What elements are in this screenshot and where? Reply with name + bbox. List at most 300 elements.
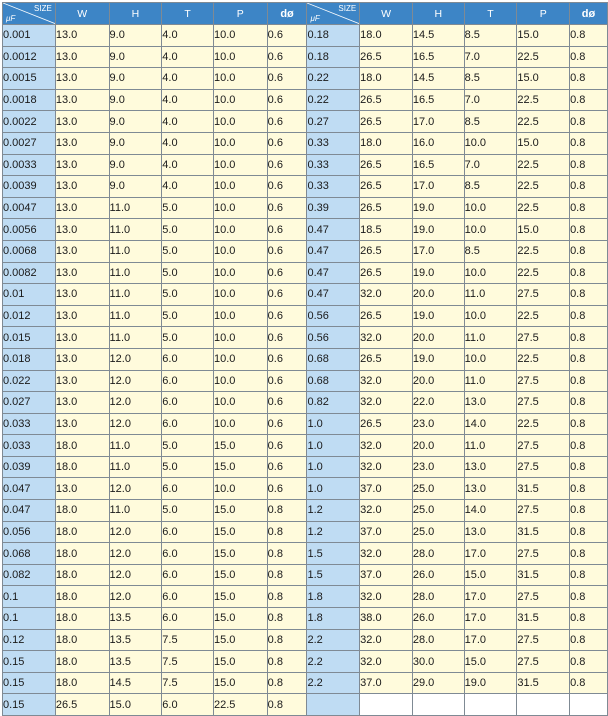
dimension-cell-h: 22.0 xyxy=(412,392,464,414)
dimension-cell-d: 0.6 xyxy=(267,176,307,198)
dimension-cell-h: 29.0 xyxy=(412,672,464,694)
dimension-cell-t: 10.0 xyxy=(464,132,517,154)
dimension-cell-t: 17.0 xyxy=(464,543,517,565)
capacitance-cell: 1.0 xyxy=(307,435,360,457)
table-row xyxy=(3,197,608,219)
dimension-cell-d: 0.8 xyxy=(267,629,307,651)
dimension-cell-w: 26.5 xyxy=(360,240,413,262)
dimension-cell-h: 11.0 xyxy=(109,305,162,327)
dimension-cell-d: 0.8 xyxy=(570,284,608,306)
dimension-cell-d: 0.8 xyxy=(570,413,608,435)
dimension-cell-w: 18.0 xyxy=(360,132,413,154)
dimension-cell-w: 18.0 xyxy=(55,608,109,630)
dimension-cell-h: 9.0 xyxy=(109,111,162,133)
table-row xyxy=(3,327,608,349)
dimension-cell-w: 13.0 xyxy=(55,284,109,306)
dimension-cell-w: 26.5 xyxy=(360,111,413,133)
dimension-cell-p: 15.0 xyxy=(517,219,570,241)
dimension-cell-h: 12.0 xyxy=(109,564,162,586)
dimension-cell-p: 27.5 xyxy=(517,586,570,608)
dimension-cell-d: 0.8 xyxy=(267,521,307,543)
dimension-cell-p: 15.0 xyxy=(213,500,267,522)
corner-cell-right xyxy=(307,3,360,25)
column-header-p: P xyxy=(213,3,267,25)
dimension-cell-t: 4.0 xyxy=(162,46,214,68)
dimension-cell-d: 0.8 xyxy=(570,348,608,370)
dimension-cell-t: 10.0 xyxy=(464,219,517,241)
capacitance-cell: 0.39 xyxy=(307,197,360,219)
table-row xyxy=(3,392,608,414)
dimension-cell-p: 31.5 xyxy=(517,521,570,543)
dimension-cell-h: 9.0 xyxy=(109,25,162,47)
table-row xyxy=(3,154,608,176)
capacitance-cell: 1.8 xyxy=(307,608,360,630)
dimension-cell-h: 15.0 xyxy=(109,694,162,716)
capacitance-cell: 0.018 xyxy=(3,348,56,370)
dimension-cell-d: 0.8 xyxy=(570,608,608,630)
dimension-cell-d: 0.6 xyxy=(267,456,307,478)
dimension-cell-d: 0.8 xyxy=(267,672,307,694)
column-header-w: W xyxy=(360,3,413,25)
corner-unit-label: μF xyxy=(310,14,320,23)
dimension-cell-p: 10.0 xyxy=(213,89,267,111)
dimension-cell-w: 13.0 xyxy=(55,46,109,68)
table-row xyxy=(3,370,608,392)
dimension-cell-p: 31.5 xyxy=(517,478,570,500)
corner-cell-left xyxy=(3,3,56,25)
dimension-cell-d: 0.8 xyxy=(570,564,608,586)
capacitance-cell: 0.15 xyxy=(3,694,56,716)
dimension-cell-d: 0.8 xyxy=(267,543,307,565)
table-row xyxy=(3,132,608,154)
dimension-cell-p: 10.0 xyxy=(213,262,267,284)
dimension-cell-t: 14.0 xyxy=(464,413,517,435)
table-row xyxy=(3,413,608,435)
dimension-cell-w: 13.0 xyxy=(55,413,109,435)
dimension-cell-w: 26.5 xyxy=(360,154,413,176)
dimension-cell-t: 17.0 xyxy=(464,629,517,651)
dimension-cell-t: 5.0 xyxy=(162,284,214,306)
dimension-cell-w: 26.5 xyxy=(360,305,413,327)
dimension-cell-p: 22.5 xyxy=(517,240,570,262)
dimension-cell-p: 22.5 xyxy=(517,305,570,327)
dimension-cell-t: 14.0 xyxy=(464,500,517,522)
dimension-cell-h: 16.0 xyxy=(412,132,464,154)
dimension-cell-w: 26.5 xyxy=(55,694,109,716)
dimension-cell-d: 0.8 xyxy=(570,176,608,198)
capacitance-cell: 0.47 xyxy=(307,284,360,306)
dimension-cell-d: 0.6 xyxy=(267,68,307,90)
capacitance-cell: 0.0018 xyxy=(3,89,56,111)
dimension-cell-p: 15.0 xyxy=(213,543,267,565)
dimension-cell-t: 10.0 xyxy=(464,305,517,327)
dimension-cell-h: 12.0 xyxy=(109,543,162,565)
capacitance-cell: 0.0056 xyxy=(3,219,56,241)
dimension-cell-h: 19.0 xyxy=(412,197,464,219)
dimension-cell-d: 0.8 xyxy=(570,262,608,284)
dimension-cell-t: 11.0 xyxy=(464,284,517,306)
dimension-cell-w: 32.0 xyxy=(360,370,413,392)
capacitance-cell: 1.0 xyxy=(307,456,360,478)
dimension-cell-h: 16.5 xyxy=(412,46,464,68)
table-row xyxy=(3,651,608,673)
dimension-cell-w: 18.0 xyxy=(55,500,109,522)
dimension-cell-w: 18.0 xyxy=(55,435,109,457)
dimension-cell-d: 0.8 xyxy=(267,564,307,586)
dimension-cell-w: 38.0 xyxy=(360,608,413,630)
capacitance-cell: 0.33 xyxy=(307,154,360,176)
column-header-t: T xyxy=(162,3,214,25)
dimension-cell-h: 25.0 xyxy=(412,478,464,500)
dimension-cell-p: 22.5 xyxy=(517,262,570,284)
dimension-cell-t: 10.0 xyxy=(464,197,517,219)
dimension-cell-d: 0.6 xyxy=(267,262,307,284)
dimension-cell-h: 14.5 xyxy=(412,68,464,90)
dimension-cell-p: 10.0 xyxy=(213,327,267,349)
empty-cell xyxy=(464,694,517,716)
capacitance-cell: 0.056 xyxy=(3,521,56,543)
dimension-cell-t: 6.0 xyxy=(162,413,214,435)
dimension-cell-t: 5.0 xyxy=(162,240,214,262)
dimension-cell-t: 13.0 xyxy=(464,392,517,414)
dimension-cell-w: 32.0 xyxy=(360,435,413,457)
column-header-h: H xyxy=(412,3,464,25)
capacitance-cell: 0.068 xyxy=(3,543,56,565)
dimension-cell-p: 10.0 xyxy=(213,219,267,241)
table-row xyxy=(3,25,608,47)
capacitance-cell: 0.22 xyxy=(307,68,360,90)
header-row xyxy=(3,3,608,25)
capacitance-cell: 1.0 xyxy=(307,478,360,500)
capacitance-cell: 0.0033 xyxy=(3,154,56,176)
dimension-cell-w: 13.0 xyxy=(55,68,109,90)
dimension-cell-h: 28.0 xyxy=(412,543,464,565)
dimension-cell-t: 6.0 xyxy=(162,586,214,608)
dimension-cell-w: 13.0 xyxy=(55,25,109,47)
dimension-cell-d: 0.8 xyxy=(570,197,608,219)
dimension-cell-p: 15.0 xyxy=(213,586,267,608)
dimension-cell-h: 12.0 xyxy=(109,348,162,370)
dimension-cell-h: 11.0 xyxy=(109,262,162,284)
dimension-cell-p: 10.0 xyxy=(213,132,267,154)
dimension-cell-p: 22.5 xyxy=(517,111,570,133)
capacitance-cell: 0.039 xyxy=(3,456,56,478)
dimension-cell-t: 4.0 xyxy=(162,132,214,154)
column-header-p: P xyxy=(517,3,570,25)
capacitance-cell: 0.47 xyxy=(307,240,360,262)
capacitance-cell: 0.27 xyxy=(307,111,360,133)
dimension-cell-h: 12.0 xyxy=(109,413,162,435)
dimension-cell-d: 0.6 xyxy=(267,327,307,349)
dimension-cell-t: 13.0 xyxy=(464,478,517,500)
dimension-cell-t: 4.0 xyxy=(162,154,214,176)
table-row xyxy=(3,284,608,306)
capacitance-cell: 0.82 xyxy=(307,392,360,414)
dimension-cell-t: 7.5 xyxy=(162,629,214,651)
dimension-cell-t: 5.0 xyxy=(162,456,214,478)
dimension-cell-p: 15.0 xyxy=(213,435,267,457)
dimension-cell-d: 0.8 xyxy=(267,608,307,630)
dimension-cell-p: 10.0 xyxy=(213,284,267,306)
dimension-cell-d: 0.8 xyxy=(570,651,608,673)
dimension-cell-d: 0.8 xyxy=(570,89,608,111)
dimension-cell-t: 10.0 xyxy=(464,262,517,284)
dimension-cell-p: 10.0 xyxy=(213,176,267,198)
empty-cell xyxy=(360,694,413,716)
dimension-cell-p: 22.5 xyxy=(517,176,570,198)
dimension-cell-w: 18.0 xyxy=(55,672,109,694)
dimension-cell-w: 32.0 xyxy=(360,543,413,565)
capacitance-cell: 0.047 xyxy=(3,500,56,522)
dimension-cell-d: 0.6 xyxy=(267,25,307,47)
dimension-cell-h: 9.0 xyxy=(109,154,162,176)
table-row xyxy=(3,586,608,608)
dimension-cell-w: 18.0 xyxy=(55,629,109,651)
dimension-cell-t: 6.0 xyxy=(162,370,214,392)
dimension-cell-h: 19.0 xyxy=(412,348,464,370)
dimension-cell-t: 19.0 xyxy=(464,672,517,694)
dimension-cell-w: 13.0 xyxy=(55,89,109,111)
dimension-cell-h: 26.0 xyxy=(412,608,464,630)
dimension-cell-p: 15.0 xyxy=(213,672,267,694)
dimension-cell-d: 0.8 xyxy=(570,219,608,241)
dimension-cell-h: 30.0 xyxy=(412,651,464,673)
capacitance-cell: 2.2 xyxy=(307,672,360,694)
table-row xyxy=(3,456,608,478)
dimension-cell-p: 27.5 xyxy=(517,370,570,392)
column-header-d: dø xyxy=(267,3,307,25)
column-header-d: dø xyxy=(570,3,608,25)
table-row xyxy=(3,500,608,522)
dimension-cell-h: 17.0 xyxy=(412,111,464,133)
capacitance-cell: 0.012 xyxy=(3,305,56,327)
dimension-cell-t: 5.0 xyxy=(162,305,214,327)
dimension-cell-t: 8.5 xyxy=(464,176,517,198)
capacitance-cell: 0.15 xyxy=(3,651,56,673)
capacitance-cell: 0.0022 xyxy=(3,111,56,133)
capacitance-cell: 0.0015 xyxy=(3,68,56,90)
dimension-cell-h: 23.0 xyxy=(412,456,464,478)
table-row xyxy=(3,240,608,262)
capacitance-cell: 0.01 xyxy=(3,284,56,306)
capacitance-cell: 0.047 xyxy=(3,478,56,500)
dimension-cell-w: 13.0 xyxy=(55,111,109,133)
dimension-cell-p: 27.5 xyxy=(517,629,570,651)
dimension-cell-p: 15.0 xyxy=(213,521,267,543)
dimension-cell-d: 0.8 xyxy=(267,694,307,716)
capacitance-cell: 2.2 xyxy=(307,651,360,673)
dimension-cell-w: 18.0 xyxy=(55,456,109,478)
table-row xyxy=(3,219,608,241)
dimension-cell-w: 26.5 xyxy=(360,176,413,198)
dimension-cell-t: 5.0 xyxy=(162,219,214,241)
dimension-cell-p: 27.5 xyxy=(517,500,570,522)
dimension-cell-w: 32.0 xyxy=(360,500,413,522)
dimension-cell-t: 4.0 xyxy=(162,89,214,111)
dimension-cell-w: 37.0 xyxy=(360,564,413,586)
dimension-cell-p: 15.0 xyxy=(213,651,267,673)
table-row xyxy=(3,348,608,370)
dimension-cell-t: 11.0 xyxy=(464,327,517,349)
capacitance-cell: 0.027 xyxy=(3,392,56,414)
table-row xyxy=(3,262,608,284)
dimension-cell-t: 13.0 xyxy=(464,521,517,543)
dimension-cell-p: 15.0 xyxy=(517,25,570,47)
dimension-cell-w: 26.5 xyxy=(360,348,413,370)
capacitance-cell: 0.22 xyxy=(307,89,360,111)
dimension-cell-w: 13.0 xyxy=(55,478,109,500)
dimension-cell-w: 32.0 xyxy=(360,392,413,414)
dimension-cell-h: 11.0 xyxy=(109,284,162,306)
dimension-cell-d: 0.8 xyxy=(570,586,608,608)
table-row xyxy=(3,543,608,565)
dimension-cell-w: 37.0 xyxy=(360,478,413,500)
dimension-cell-w: 18.0 xyxy=(360,25,413,47)
dimension-cell-p: 22.5 xyxy=(517,46,570,68)
dimension-cell-d: 0.6 xyxy=(267,46,307,68)
dimension-cell-w: 26.5 xyxy=(360,262,413,284)
dimension-cell-d: 0.6 xyxy=(267,284,307,306)
dimension-cell-d: 0.8 xyxy=(570,478,608,500)
dimension-cell-w: 26.5 xyxy=(360,89,413,111)
table-row xyxy=(3,629,608,651)
capacitance-cell: 0.68 xyxy=(307,370,360,392)
capacitance-cell: 0.33 xyxy=(307,176,360,198)
dimension-cell-h: 16.5 xyxy=(412,154,464,176)
dimension-cell-p: 22.5 xyxy=(517,413,570,435)
dimension-cell-w: 32.0 xyxy=(360,284,413,306)
dimension-cell-h: 11.0 xyxy=(109,456,162,478)
capacitance-cell: 0.15 xyxy=(3,672,56,694)
table-row xyxy=(3,435,608,457)
dimension-cell-w: 18.0 xyxy=(55,543,109,565)
dimension-cell-p: 15.0 xyxy=(213,564,267,586)
dimension-cell-w: 18.0 xyxy=(360,68,413,90)
dimension-cell-h: 26.0 xyxy=(412,564,464,586)
empty-cell xyxy=(517,694,570,716)
dimension-cell-t: 6.0 xyxy=(162,694,214,716)
dimension-cell-h: 9.0 xyxy=(109,176,162,198)
dimension-cell-t: 6.0 xyxy=(162,543,214,565)
dimension-cell-w: 13.0 xyxy=(55,219,109,241)
dimension-cell-h: 28.0 xyxy=(412,629,464,651)
dimension-cell-p: 10.0 xyxy=(213,392,267,414)
dimension-cell-t: 6.0 xyxy=(162,348,214,370)
capacitance-cell: 0.0039 xyxy=(3,176,56,198)
dimension-cell-t: 15.0 xyxy=(464,651,517,673)
capacitance-cell: 1.8 xyxy=(307,586,360,608)
dimension-cell-h: 12.0 xyxy=(109,586,162,608)
capacitance-cell: 1.0 xyxy=(307,413,360,435)
dimension-cell-p: 22.5 xyxy=(517,154,570,176)
dimension-cell-p: 22.5 xyxy=(517,89,570,111)
dimension-cell-w: 32.0 xyxy=(360,586,413,608)
table-row xyxy=(3,521,608,543)
corner-unit-label: μF xyxy=(6,14,16,23)
capacitance-cell: 0.001 xyxy=(3,25,56,47)
dimension-cell-h: 13.5 xyxy=(109,629,162,651)
dimension-cell-d: 0.6 xyxy=(267,89,307,111)
dimension-cell-p: 10.0 xyxy=(213,413,267,435)
dimension-cell-d: 0.8 xyxy=(570,327,608,349)
dimension-cell-t: 4.0 xyxy=(162,176,214,198)
dimension-cell-d: 0.8 xyxy=(570,456,608,478)
dimension-cell-p: 10.0 xyxy=(213,370,267,392)
empty-cell xyxy=(570,694,608,716)
column-header-t: T xyxy=(464,3,517,25)
dimension-cell-t: 6.0 xyxy=(162,478,214,500)
dimension-cell-h: 25.0 xyxy=(412,521,464,543)
dimension-cell-t: 7.5 xyxy=(162,672,214,694)
dimension-cell-h: 13.5 xyxy=(109,608,162,630)
dimension-cell-p: 10.0 xyxy=(213,111,267,133)
dimension-cell-p: 10.0 xyxy=(213,25,267,47)
dimension-cell-w: 13.0 xyxy=(55,262,109,284)
dimension-cell-d: 0.6 xyxy=(267,413,307,435)
dimension-cell-d: 0.6 xyxy=(267,478,307,500)
dimension-cell-d: 0.8 xyxy=(570,46,608,68)
capacitance-cell: 0.015 xyxy=(3,327,56,349)
dimension-cell-h: 19.0 xyxy=(412,262,464,284)
capacitance-cell: 0.022 xyxy=(3,370,56,392)
dimension-cell-w: 13.0 xyxy=(55,305,109,327)
dimension-cell-d: 0.6 xyxy=(267,111,307,133)
dimension-cell-p: 22.5 xyxy=(517,197,570,219)
dimension-cell-w: 26.5 xyxy=(360,413,413,435)
capacitance-cell: 0.68 xyxy=(307,348,360,370)
dimension-cell-h: 9.0 xyxy=(109,68,162,90)
dimension-cell-p: 27.5 xyxy=(517,456,570,478)
capacitance-cell: 0.47 xyxy=(307,262,360,284)
dimension-cell-d: 0.6 xyxy=(267,348,307,370)
dimension-cell-d: 0.8 xyxy=(267,500,307,522)
capacitance-cell: 0.033 xyxy=(3,435,56,457)
capacitance-cell: 0.18 xyxy=(307,25,360,47)
dimension-cell-p: 27.5 xyxy=(517,284,570,306)
dimension-cell-p: 27.5 xyxy=(517,543,570,565)
dimension-cell-t: 10.0 xyxy=(464,348,517,370)
dimension-cell-d: 0.6 xyxy=(267,435,307,457)
dimension-cell-h: 11.0 xyxy=(109,327,162,349)
column-header-w: W xyxy=(55,3,109,25)
dimension-cell-t: 11.0 xyxy=(464,370,517,392)
dimension-cell-w: 13.0 xyxy=(55,348,109,370)
dimension-cell-p: 10.0 xyxy=(213,348,267,370)
capacitance-cell: 1.5 xyxy=(307,543,360,565)
dimension-cell-t: 13.0 xyxy=(464,456,517,478)
dimension-cell-t: 6.0 xyxy=(162,521,214,543)
corner-size-label: SIZE xyxy=(338,4,357,13)
capacitor-dimension-table xyxy=(2,2,608,716)
dimension-cell-p: 22.5 xyxy=(213,694,267,716)
dimension-cell-t: 11.0 xyxy=(464,435,517,457)
capacitance-cell: 0.0082 xyxy=(3,262,56,284)
dimension-cell-p: 15.0 xyxy=(213,629,267,651)
dimension-cell-h: 11.0 xyxy=(109,500,162,522)
capacitance-cell: 0.0047 xyxy=(3,197,56,219)
dimension-cell-d: 0.8 xyxy=(570,111,608,133)
dimension-cell-t: 7.5 xyxy=(162,651,214,673)
dimension-cell-t: 8.5 xyxy=(464,25,517,47)
dimension-cell-w: 18.0 xyxy=(55,564,109,586)
table-row xyxy=(3,68,608,90)
dimension-cell-h: 11.0 xyxy=(109,435,162,457)
capacitance-cell: 0.33 xyxy=(307,132,360,154)
dimension-cell-d: 0.8 xyxy=(570,435,608,457)
dimension-cell-h: 23.0 xyxy=(412,413,464,435)
dimension-cell-p: 15.0 xyxy=(517,68,570,90)
dimension-cell-t: 5.0 xyxy=(162,197,214,219)
